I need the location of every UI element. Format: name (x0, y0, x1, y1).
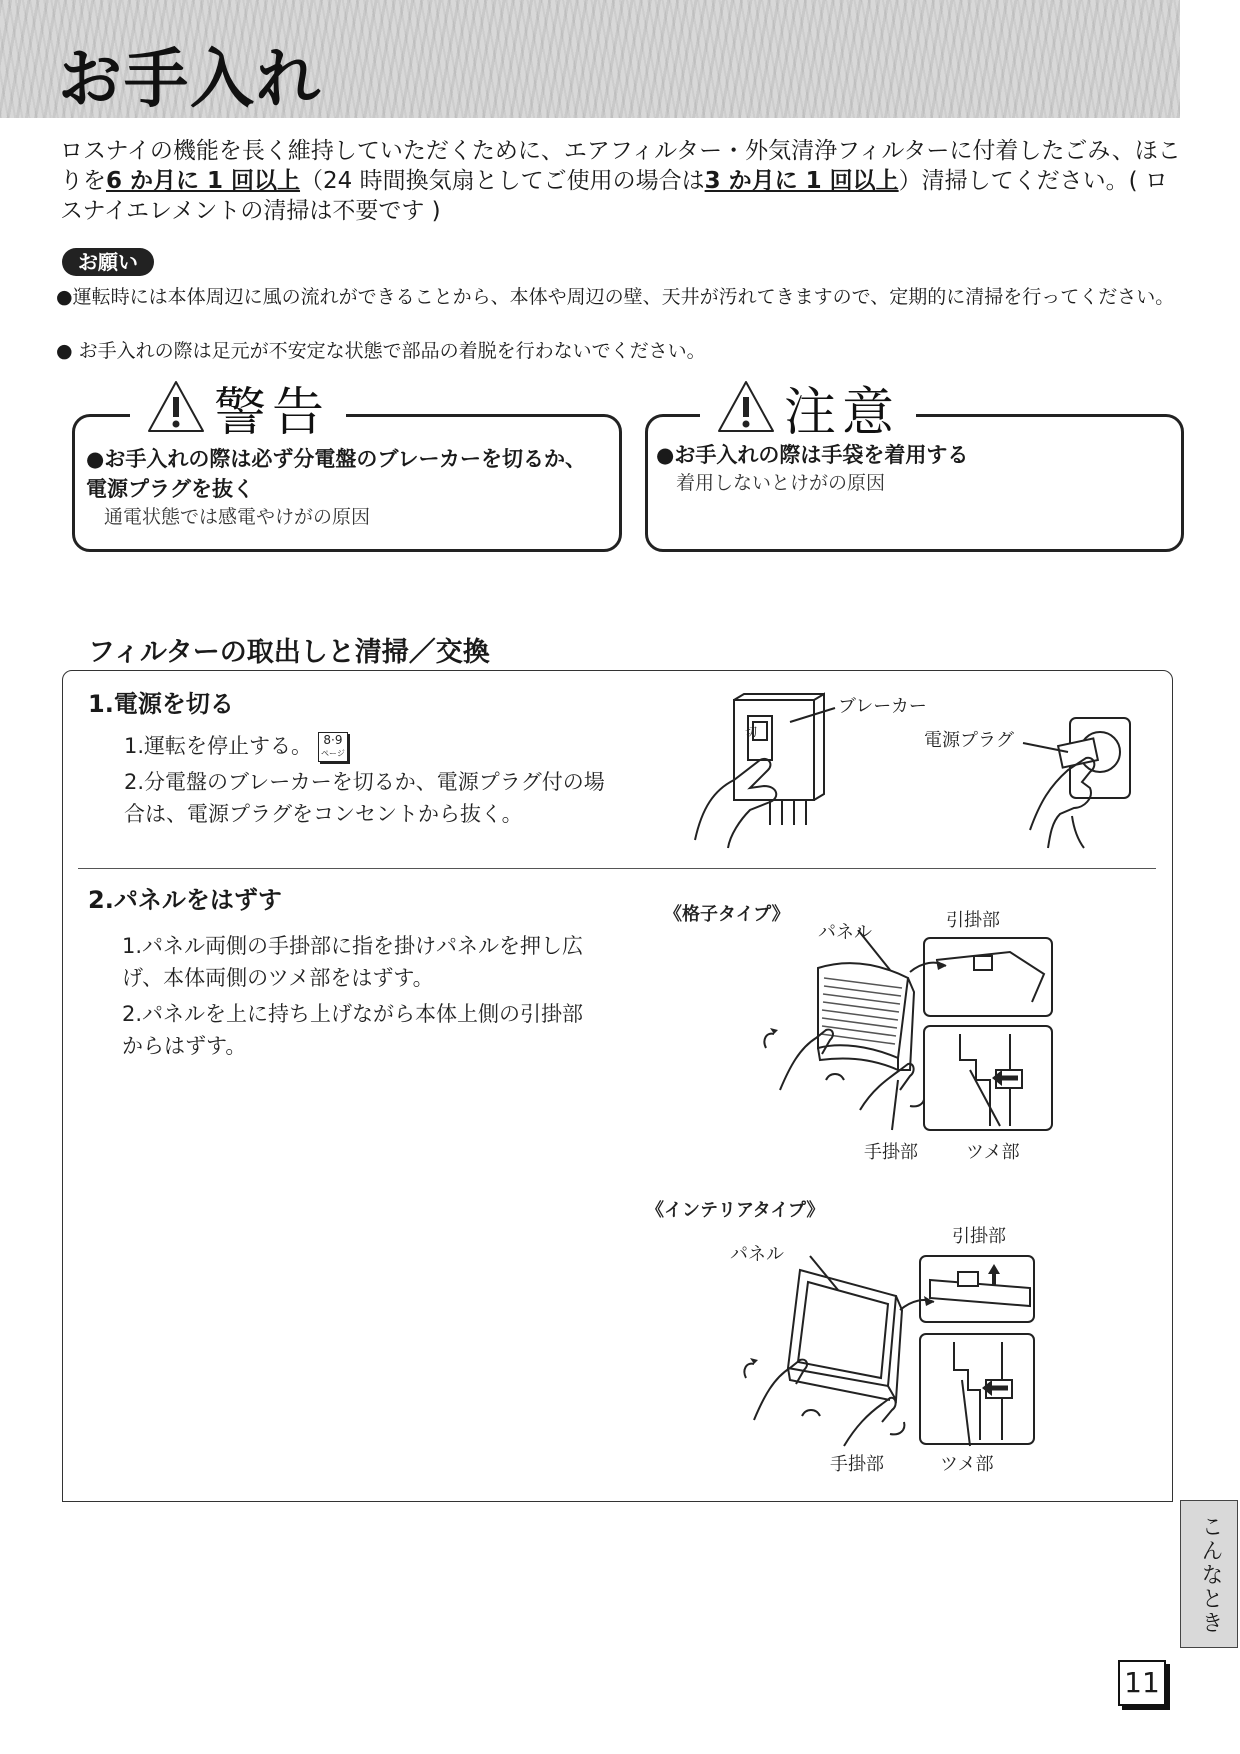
switch-mark: 切 (745, 725, 758, 739)
step-divider (78, 868, 1156, 869)
step2-item2: 2.パネルを上に持ち上げながら本体上側の引掛部からはずす。 (122, 1002, 584, 1058)
page-title: お手入れ (58, 43, 322, 117)
interior-panel-illustration (740, 1250, 1040, 1450)
side-tab-label: こんなとき (1198, 1515, 1223, 1635)
warning-sub: 通電状態では感電やけがの原因 (104, 506, 371, 528)
request-badge: お願い (62, 248, 154, 276)
caution-triangle-icon (716, 379, 776, 435)
lattice-panel-illustration (760, 930, 1060, 1140)
page-number: 11 (1118, 1660, 1166, 1706)
section-title: フィルターの取出しと清掃／交換 (88, 637, 490, 668)
step1-item1: 1.運転を停止する。 8·9 ページ (124, 730, 348, 762)
caution-heading (700, 372, 916, 442)
label-breaker: ブレーカー (838, 696, 927, 717)
label-hook: 引掛部 (952, 1226, 1006, 1247)
warning-heading (130, 372, 346, 442)
caution-heading-text: 注意 (784, 382, 901, 443)
caution-main: ●お手入れの際は手袋を着用する (656, 443, 969, 467)
type-interior-label: 《インテリアタイプ》 (646, 1200, 825, 1221)
label-panel: パネル (730, 1244, 784, 1265)
label-grip: 手掛部 (830, 1454, 884, 1475)
caution-sub: 着用しないとけがの原因 (676, 472, 886, 494)
step2-item1: 1.パネル両側の手掛部に指を掛けパネルを押し広げ、本体両側のツメ部をはずす。 (122, 934, 584, 990)
page-reference-badge[interactable]: 8·9 ページ (318, 732, 348, 762)
label-grip: 手掛部 (864, 1142, 918, 1163)
label-hook: 引掛部 (946, 910, 1000, 931)
type-lattice-label: 《格子タイプ》 (664, 904, 790, 925)
warning-triangle-icon (146, 379, 206, 435)
step2-heading: 2.パネルをはずす (88, 886, 282, 914)
label-claw: ツメ部 (966, 1142, 1020, 1163)
step1-item2: 2.分電盤のブレーカーを切るか、電源プラグ付の場合は、電源プラグをコンセントから抜く。 (124, 770, 605, 826)
request-note: ● お手入れの際は足元が不安定な状態で部品の着脱を行わないでください。 (56, 340, 706, 362)
label-panel: パネル (818, 922, 872, 943)
request-note: ●運転時には本体周辺に風の流れができることから、本体や周辺の壁、天井が汚れてきますので、定期的に清掃を行ってください。 (56, 286, 1175, 308)
warning-heading-text: 警告 (214, 382, 331, 443)
warning-main: ●お手入れの際は必ず分電盤のブレーカーを切るか、電源プラグを抜く (86, 447, 587, 501)
side-tab[interactable] (1180, 1500, 1238, 1648)
step1-heading: 1.電源を切る (88, 690, 234, 718)
label-power-plug: 電源プラグ (924, 730, 1014, 751)
intro-paragraph: ロスナイの機能を長く維持していただくために、エアフィルター・外気清浄フィルターに付着したごみ、ほこりを6 か月に 1 回以上（24 時間換気扇としてご使用の場合は3 か月に 1 回以上）清掃してください。( ロスナイエレメントの清掃は不要です ) (60, 138, 1181, 224)
label-claw: ツメ部 (940, 1454, 994, 1475)
